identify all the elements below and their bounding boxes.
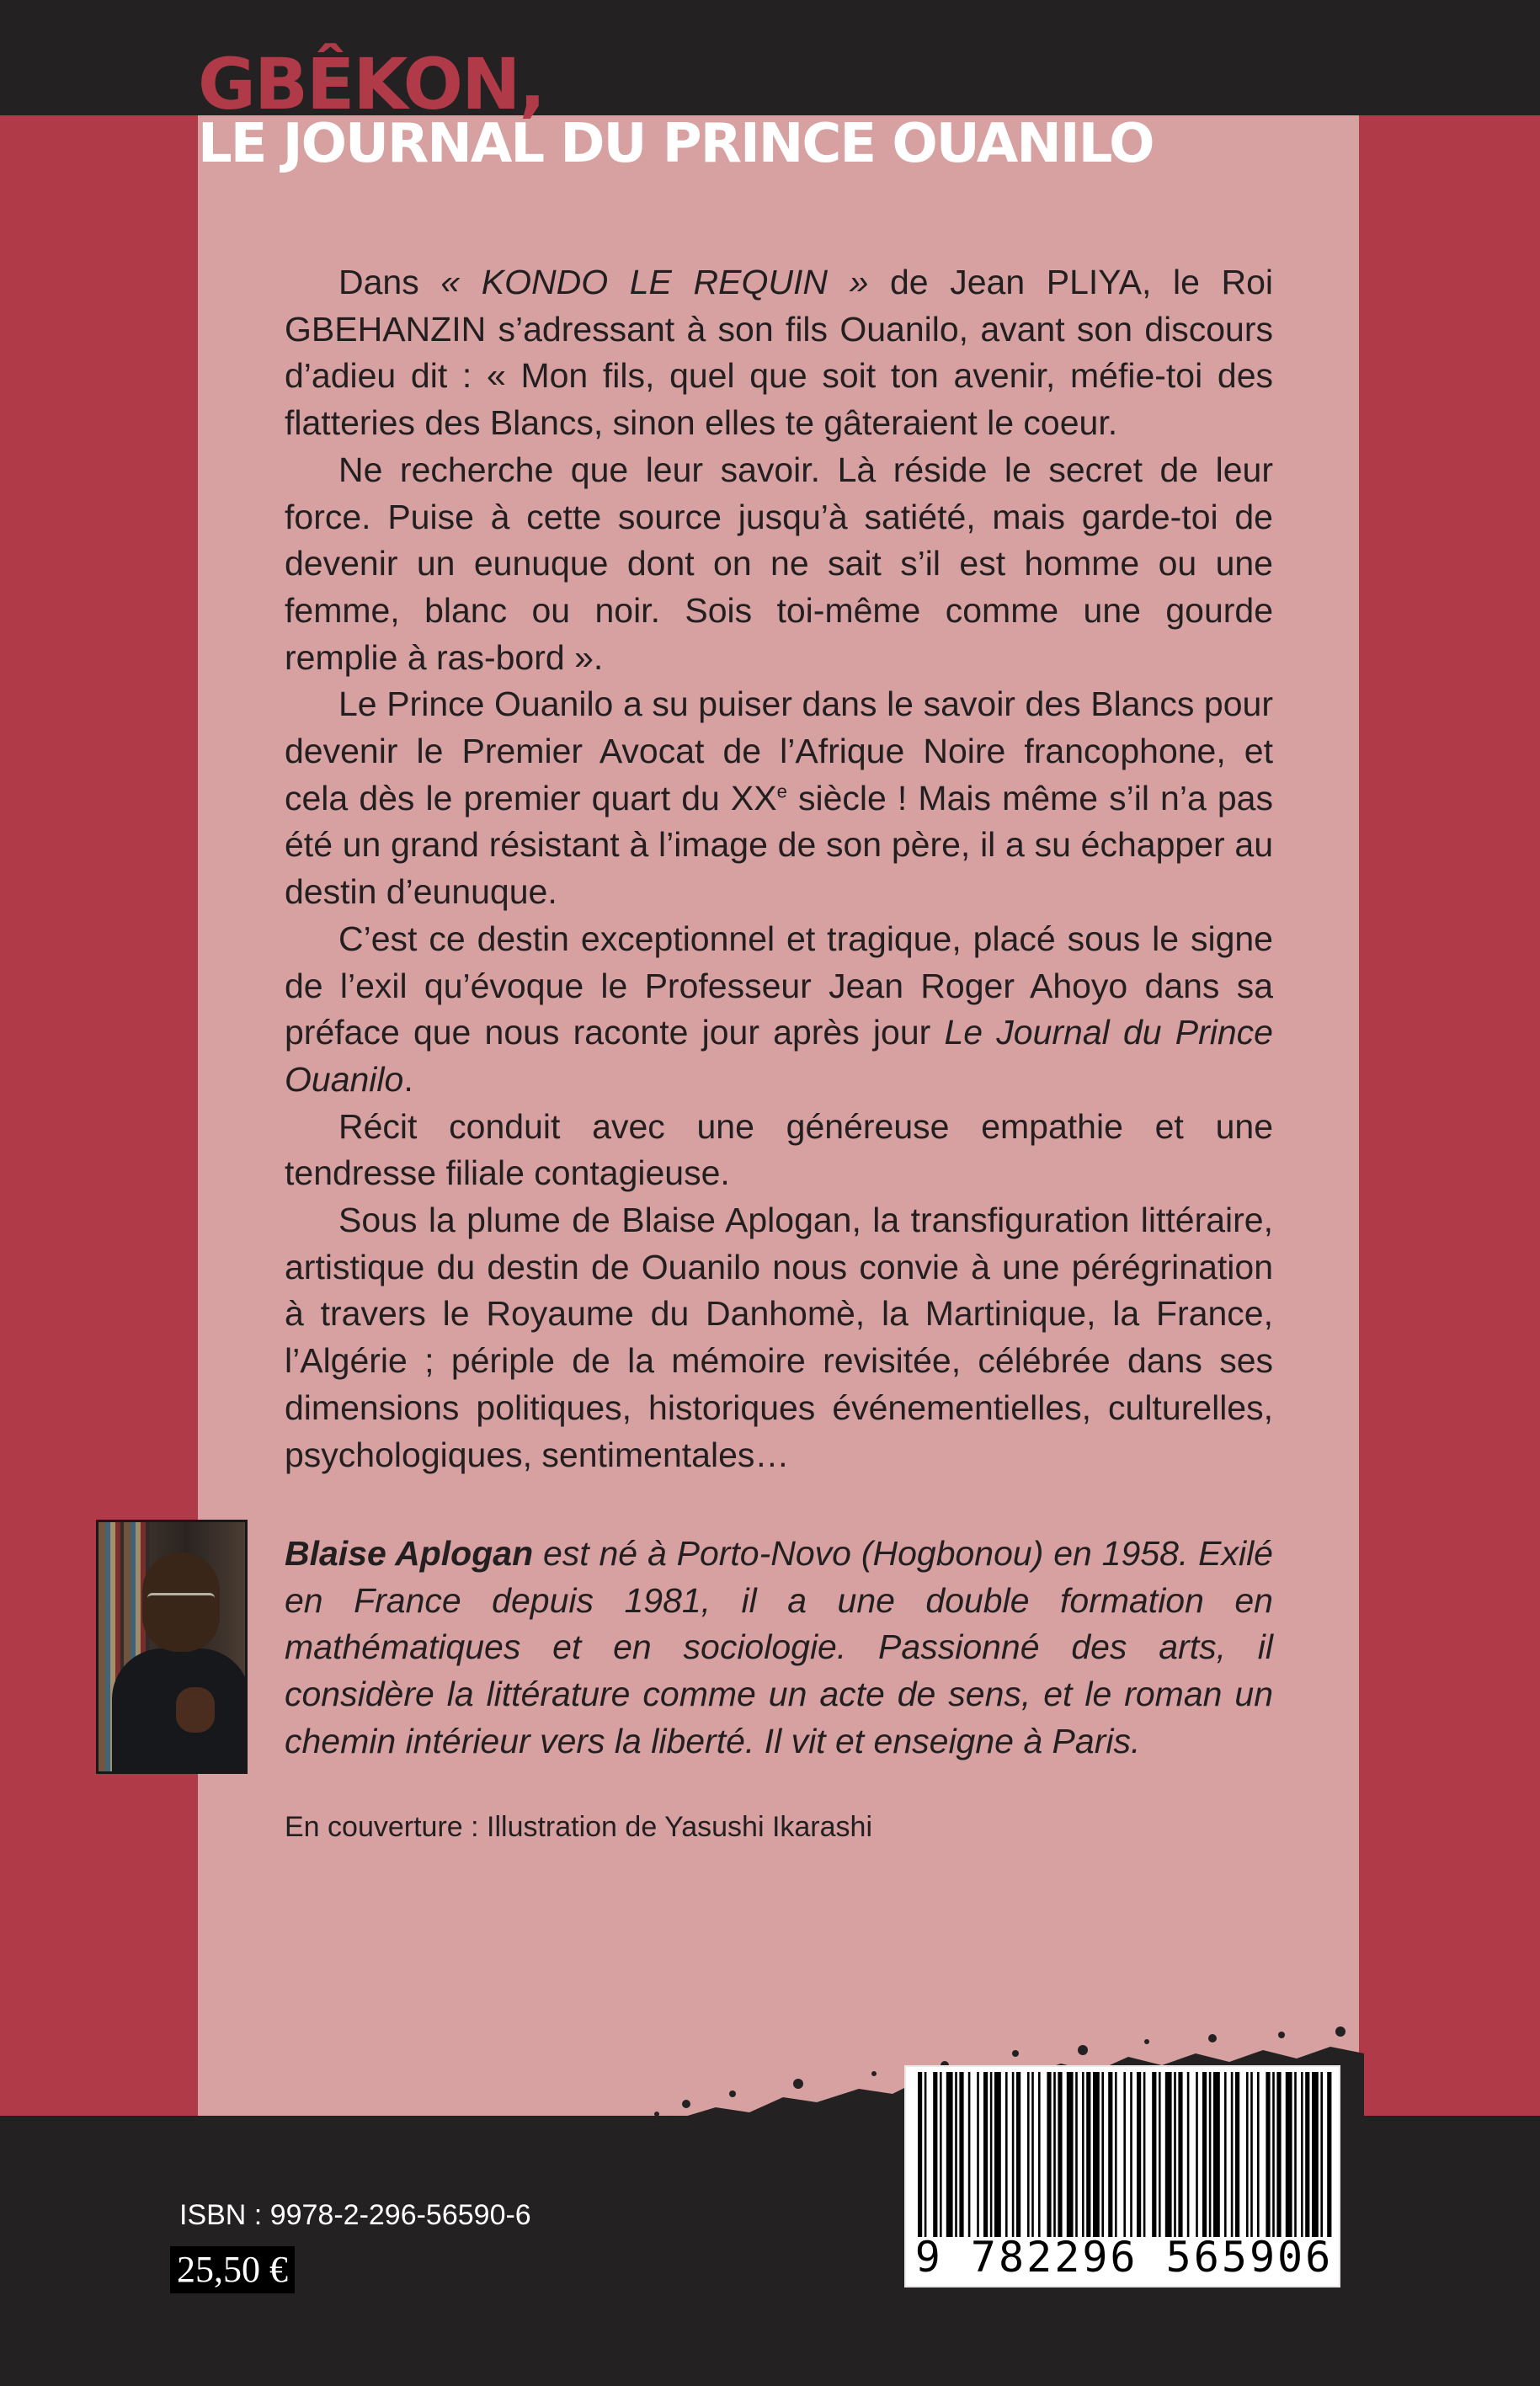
barcode-bar xyxy=(1016,2072,1020,2237)
cover-credit: En couverture : Illustration de Yasushi Ikarashi xyxy=(285,1811,872,1843)
barcode-bar xyxy=(940,2072,942,2237)
barcode-bar xyxy=(955,2072,957,2237)
barcode-bar xyxy=(977,2072,979,2237)
cited-work-title: « KONDO LE REQUIN » xyxy=(440,263,869,301)
barcode-bar xyxy=(1075,2072,1078,2237)
book-title: GBÊKON, xyxy=(198,43,545,125)
author-name: Blaise Aplogan xyxy=(285,1534,534,1573)
barcode-bar xyxy=(1294,2072,1297,2237)
blurb-paragraph-6: Sous la plume de Blaise Aplogan, la transfiguration littéraire, artistique du destin de Ouanilo nous convie à une pérégrination à travers le Royaume du Danhomè, la Martinique, la France, l’Algérie ; périple de la mémoire revisitée, célébrée dans ses dimensions politiques, historiques événementielles, culturelles, psychologiques, sentimentales… xyxy=(285,1201,1273,1474)
barcode-bar xyxy=(1165,2072,1172,2237)
author-bio xyxy=(285,1531,1273,1766)
blurb-text: Le Prince Ouanilo a su puiser dans le savoir des Blancs pour devenir le Premier Avocat de l’Afrique Noire francophone, et cela dès le premier quart du XX xyxy=(285,684,1273,818)
blurb-text: Dans xyxy=(338,263,441,301)
isbn: ISBN : 9978-2-296-56590-6 xyxy=(179,2199,531,2231)
barcode-bar xyxy=(1130,2072,1132,2237)
barcode-bar xyxy=(1159,2072,1161,2237)
barcode-bar xyxy=(1231,2072,1234,2237)
barcode-bar xyxy=(983,2072,988,2237)
barcode-bar xyxy=(933,2072,937,2237)
author-photo xyxy=(96,1520,248,1774)
blurb-text: C’est ce destin exceptionnel et tragique, placé sous le signe de l’exil qu’évoque le Professeur Jean Roger Ahoyo dans sa préface que nous raconte jour après jour xyxy=(285,919,1273,1052)
barcode-bar xyxy=(1257,2072,1260,2237)
author-bio-text: est né à Porto-Novo (Hogbonou) en 1958. Exilé en France depuis 1981, il a une double formation en mathématiques et en sociologie. Passionné des arts, il considère la littérature comme un acte de sens, et le roman un chemin intérieur vers la liberté. Il vit et enseigne à Paris. xyxy=(285,1534,1273,1760)
barcode-bar xyxy=(1202,2072,1207,2237)
barcode-digits: 9 782296 565906 xyxy=(914,2233,1334,2282)
barcode-bar xyxy=(968,2072,971,2237)
barcode-bar xyxy=(994,2072,1001,2237)
barcode-bar xyxy=(1178,2072,1182,2237)
barcode-bar xyxy=(1235,2072,1239,2237)
barcode-bar xyxy=(918,2072,922,2237)
barcode-bar xyxy=(1272,2072,1275,2237)
price: 25,50 € xyxy=(170,2246,295,2293)
blurb-paragraph-2: Ne recherche que leur savoir. Là réside le secret de leur force. Puise à cette source jusqu’à satiété, mais garde-toi de devenir un eunuque dont on ne sait s’il est homme ou une femme, blanc ou noir. Sois toi-même comme une gourde remplie à ras-bord ». xyxy=(285,450,1273,677)
barcode-bar xyxy=(1086,2072,1090,2237)
barcode xyxy=(904,2065,1340,2287)
barcode-bar xyxy=(959,2072,963,2237)
barcode-bar xyxy=(1108,2072,1112,2237)
barcode-bar xyxy=(1123,2072,1126,2237)
barcode-bar xyxy=(1082,2072,1084,2237)
back-cover-blurb xyxy=(285,259,1273,1478)
blurb-paragraph-3 xyxy=(285,681,1273,916)
barcode-bar xyxy=(1286,2072,1292,2237)
blurb-paragraph-5: Récit conduit avec une généreuse empathie et une tendresse filiale contagieuse. xyxy=(285,1106,1273,1193)
barcode-bar xyxy=(925,2072,927,2237)
glasses xyxy=(147,1593,215,1609)
author-hand xyxy=(176,1687,215,1733)
barcode-bar xyxy=(1027,2072,1030,2237)
barcode-bar xyxy=(1047,2072,1051,2237)
barcode-bar xyxy=(1196,2072,1198,2237)
barcode-bar xyxy=(1137,2072,1141,2237)
barcode-bar xyxy=(1067,2072,1074,2237)
barcode-bar xyxy=(1031,2072,1034,2237)
barcode-bar xyxy=(1038,2072,1041,2237)
barcode-bar xyxy=(1101,2072,1104,2237)
barcode-bar xyxy=(1276,2072,1281,2237)
book-subtitle: LE JOURNAL DU PRINCE OUANILO xyxy=(198,113,1154,175)
blurb-text: de Jean PLIYA, le Roi GBEHANZIN s’adressant à son fils Ouanilo, avant son discours d’adieu dit : « Mon fils, quel que soit ton avenir, méfie-toi des flatteries des Blancs, sinon elles te gâteraient le coeur. xyxy=(285,263,1274,443)
barcode-bar xyxy=(1012,2072,1015,2237)
barcode-bar xyxy=(1224,2072,1227,2237)
barcode-bar xyxy=(1250,2072,1253,2237)
barcode-bar xyxy=(1266,2072,1270,2237)
barcode-bar xyxy=(1213,2072,1220,2237)
barcode-bar xyxy=(1152,2072,1156,2237)
blurb-paragraph-4 xyxy=(285,916,1273,1104)
superscript: e xyxy=(776,780,787,802)
barcode-bar xyxy=(1312,2072,1319,2237)
barcode-bar xyxy=(1305,2072,1309,2237)
barcode-bar xyxy=(946,2072,953,2237)
barcode-bar xyxy=(1320,2072,1323,2237)
blurb-text: . xyxy=(403,1059,413,1099)
barcode-bar xyxy=(1093,2072,1100,2237)
blurb-text: siècle ! Mais même s’il n’a pas été un grand résistant à l’image de son père, il a su échapper au destin d’eunuque. xyxy=(285,778,1273,912)
barcode-bar xyxy=(1005,2072,1008,2237)
barcode-bar xyxy=(1327,2072,1331,2237)
barcode-bar xyxy=(990,2072,993,2237)
barcode-bar xyxy=(1246,2072,1249,2237)
barcode-bar xyxy=(1058,2072,1062,2237)
barcode-bar xyxy=(1301,2072,1303,2237)
barcode-bar xyxy=(1053,2072,1056,2237)
barcode-bars xyxy=(913,2072,1334,2237)
barcode-bar xyxy=(1187,2072,1190,2237)
cited-work-title: Le Journal du Prince Ouanilo xyxy=(285,1013,1273,1099)
blurb-paragraph-1 xyxy=(285,259,1273,447)
barcode-bar xyxy=(1209,2072,1212,2237)
barcode-bar xyxy=(1174,2072,1176,2237)
barcode-bar xyxy=(1115,2072,1117,2237)
barcode-bar xyxy=(1143,2072,1146,2237)
